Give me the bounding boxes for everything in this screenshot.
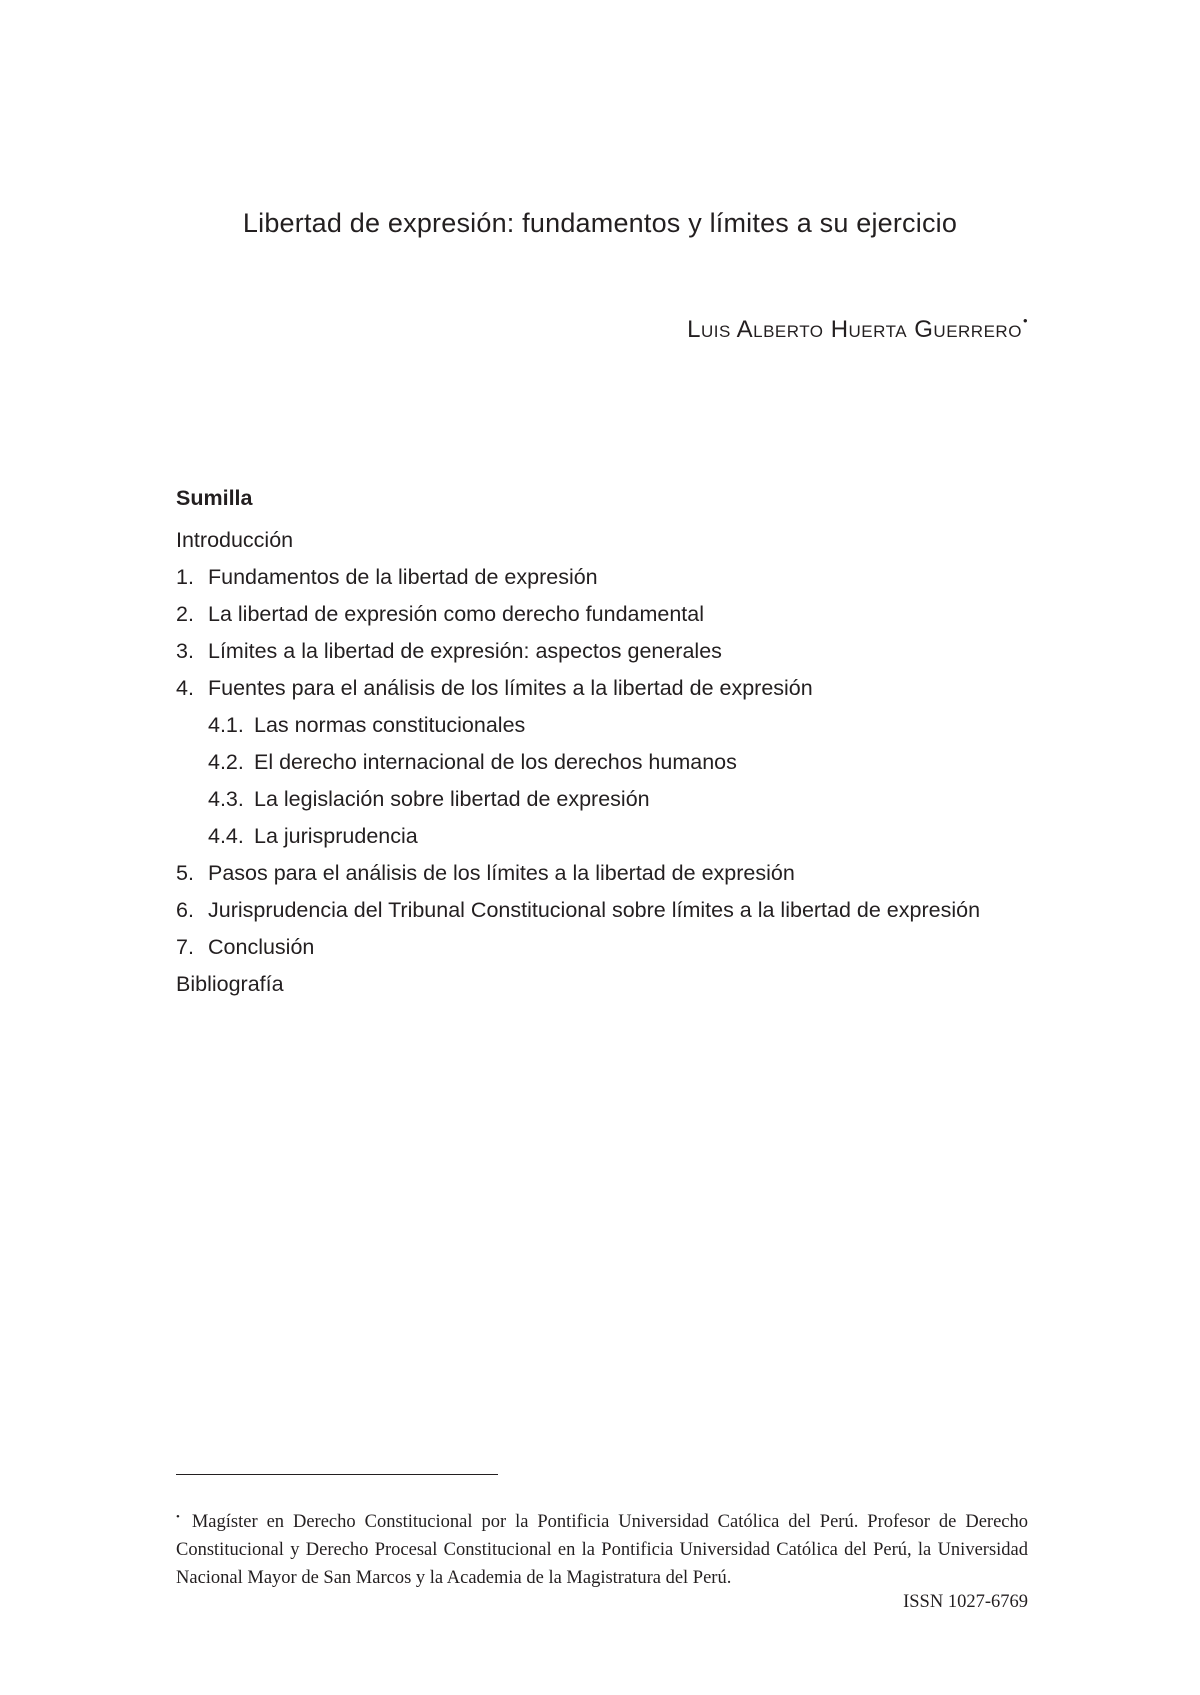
summary-list bbox=[176, 525, 1028, 999]
summary-item-introduction bbox=[176, 525, 1028, 555]
summary-item-5 bbox=[176, 858, 1028, 888]
summary-subitem-4-2 bbox=[176, 747, 1028, 777]
summary-item-label: La libertad de expresión como derecho fundamental bbox=[208, 602, 705, 626]
summary-item-6 bbox=[176, 895, 1028, 925]
summary-item-number: 4.4. bbox=[208, 824, 244, 848]
summary-item-label: Límites a la libertad de expresión: aspectos generales bbox=[208, 639, 722, 663]
summary-item-bibliography bbox=[176, 969, 1028, 999]
author-footnote-mark: • bbox=[1022, 313, 1028, 328]
footnote-text: Magíster en Derecho Constitucional por la Pontificia Universidad Católica del Perú. Profesor de Derecho Constitucional y Derecho Procesal Constitucional en la Pontificia Universidad Católica del Perú, la Universidad Nacional Mayor de San Marcos y la Academia de la Magistratura del Perú. bbox=[176, 1511, 1028, 1588]
footnote-divider bbox=[176, 1474, 498, 1475]
summary-item-number: 4.1. bbox=[208, 713, 244, 737]
summary-item-label: La legislación sobre libertad de expresión bbox=[254, 787, 650, 811]
summary-item-label: La jurisprudencia bbox=[254, 824, 418, 848]
summary-heading: Sumilla bbox=[176, 486, 253, 510]
author-name-block bbox=[687, 313, 1028, 344]
summary-item-label: Fuentes para el análisis de los límites a la libertad de expresión bbox=[208, 676, 813, 700]
summary-section bbox=[176, 486, 1028, 1006]
footnote-mark: • bbox=[176, 1510, 180, 1523]
summary-item-label: Fundamentos de la libertad de expresión bbox=[208, 565, 598, 589]
summary-item-label: Conclusión bbox=[208, 935, 315, 959]
footnote bbox=[176, 1503, 1028, 1592]
summary-item-number: 5. bbox=[176, 861, 194, 885]
issn-label: ISSN 1027-6769 bbox=[903, 1592, 1028, 1612]
summary-item-2 bbox=[176, 599, 1028, 629]
summary-item-4 bbox=[176, 673, 1028, 703]
summary-item-number: 4.2. bbox=[208, 750, 244, 774]
summary-subitem-4-1 bbox=[176, 710, 1028, 740]
summary-item-label: Introducción bbox=[176, 528, 294, 552]
summary-item-number: 4. bbox=[176, 676, 194, 700]
summary-item-label: Bibliografía bbox=[176, 972, 284, 996]
summary-item-label: Pasos para el análisis de los límites a la libertad de expresión bbox=[208, 861, 795, 885]
summary-item-number: 7. bbox=[176, 935, 194, 959]
summary-subitem-4-4 bbox=[176, 821, 1028, 851]
summary-subitem-4-3 bbox=[176, 784, 1028, 814]
article-title: Libertad de expresión: fundamentos y límites a su ejercicio bbox=[242, 208, 958, 238]
summary-item-number: 2. bbox=[176, 602, 194, 626]
summary-item-label: Jurisprudencia del Tribunal Constitucional sobre límites a la libertad de expresión bbox=[208, 898, 981, 922]
summary-item-number: 1. bbox=[176, 565, 194, 589]
summary-item-number: 3. bbox=[176, 639, 194, 663]
summary-item-label: El derecho internacional de los derechos humanos bbox=[254, 750, 737, 774]
author-name: Luis Alberto Huerta Guerrero bbox=[687, 316, 1022, 343]
summary-item-number: 4.3. bbox=[208, 787, 244, 811]
summary-item-label: Las normas constitucionales bbox=[254, 713, 526, 737]
summary-item-3 bbox=[176, 636, 1028, 666]
summary-item-1 bbox=[176, 562, 1028, 592]
summary-item-number: 6. bbox=[176, 898, 194, 922]
summary-item-7 bbox=[176, 932, 1028, 962]
